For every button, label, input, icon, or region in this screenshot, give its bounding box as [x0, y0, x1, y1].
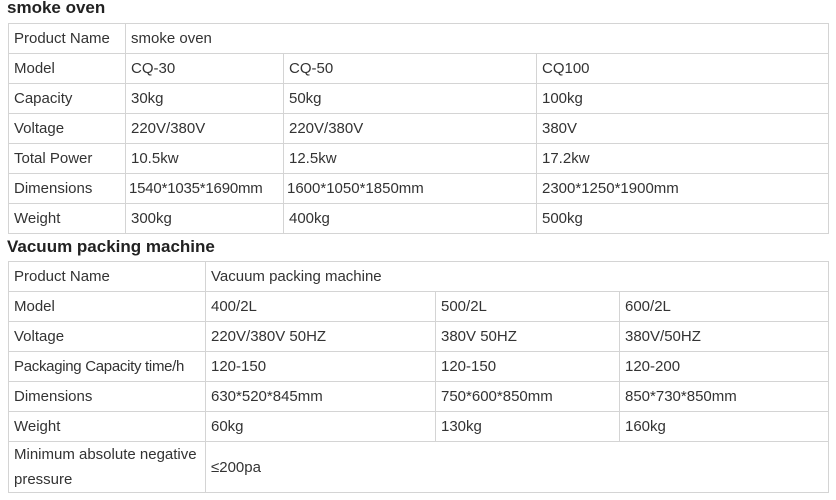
- table-cell: 1600*1050*1850mm: [284, 174, 537, 204]
- table-cell: 120-150: [206, 352, 436, 382]
- table-cell: 120-150: [436, 352, 620, 382]
- table-row: [9, 292, 829, 322]
- table-row: [9, 382, 829, 412]
- table-cell: 300kg: [126, 204, 284, 234]
- table-cell: Vacuum packing machine: [206, 262, 829, 292]
- table-row: [9, 442, 829, 493]
- row-label: Total Power: [9, 144, 126, 174]
- row-label: Model: [9, 292, 206, 322]
- table-cell: 380V/50HZ: [620, 322, 829, 352]
- table-cell: CQ100: [537, 54, 829, 84]
- table-cell: 400kg: [284, 204, 537, 234]
- row-label: Packaging Capacity time/h: [9, 352, 206, 382]
- table-row: [9, 262, 829, 292]
- row-label: Capacity: [9, 84, 126, 114]
- table-cell: 50kg: [284, 84, 537, 114]
- table-row: [9, 24, 829, 54]
- table-cell: 120-200: [620, 352, 829, 382]
- table-cell: smoke oven: [126, 24, 829, 54]
- table-cell: 500kg: [537, 204, 829, 234]
- table-row: [9, 322, 829, 352]
- table-cell: 380V: [537, 114, 829, 144]
- table-cell: CQ-50: [284, 54, 537, 84]
- vacuum-packing-spec-table: [8, 261, 829, 493]
- table-cell: 630*520*845mm: [206, 382, 436, 412]
- table-cell: 750*600*850mm: [436, 382, 620, 412]
- row-label: Weight: [9, 204, 126, 234]
- table-cell: ≤200pa: [206, 442, 829, 493]
- section-title-vacuum-packing-machine: Vacuum packing machine: [7, 237, 215, 256]
- table-cell: 220V/380V: [126, 114, 284, 144]
- table-cell: CQ-30: [126, 54, 284, 84]
- table-cell: 10.5kw: [126, 144, 284, 174]
- row-label: Dimensions: [9, 382, 206, 412]
- table-row: [9, 412, 829, 442]
- row-label: Product Name: [9, 262, 206, 292]
- table-cell: 17.2kw: [537, 144, 829, 174]
- row-label: Voltage: [9, 322, 206, 352]
- table-cell: 60kg: [206, 412, 436, 442]
- table-cell: 380V 50HZ: [436, 322, 620, 352]
- row-label: Voltage: [9, 114, 126, 144]
- table-cell: 160kg: [620, 412, 829, 442]
- table-cell: 30kg: [126, 84, 284, 114]
- table-cell: 600/2L: [620, 292, 829, 322]
- table-cell: 100kg: [537, 84, 829, 114]
- table-row: [9, 174, 829, 204]
- table-cell: 220V/380V 50HZ: [206, 322, 436, 352]
- table-row: [9, 204, 829, 234]
- table-cell: 12.5kw: [284, 144, 537, 174]
- row-label: Dimensions: [9, 174, 126, 204]
- row-label: Model: [9, 54, 126, 84]
- table-row: [9, 144, 829, 174]
- table-cell: 400/2L: [206, 292, 436, 322]
- table-cell: 1540*1035*1690mm: [126, 174, 284, 204]
- table-row: [9, 114, 829, 144]
- table-cell: 850*730*850mm: [620, 382, 829, 412]
- table-cell: 2300*1250*1900mm: [537, 174, 829, 204]
- table-row: [9, 54, 829, 84]
- row-label: Minimum absolute negative pressure: [9, 442, 206, 493]
- section-title-smoke-oven: smoke oven: [7, 0, 106, 17]
- row-label: Weight: [9, 412, 206, 442]
- table-cell: 220V/380V: [284, 114, 537, 144]
- table-cell: 130kg: [436, 412, 620, 442]
- table-cell: 500/2L: [436, 292, 620, 322]
- table-row: [9, 84, 829, 114]
- smoke-oven-spec-table: [8, 23, 829, 234]
- table-row: [9, 352, 829, 382]
- row-label: Product Name: [9, 24, 126, 54]
